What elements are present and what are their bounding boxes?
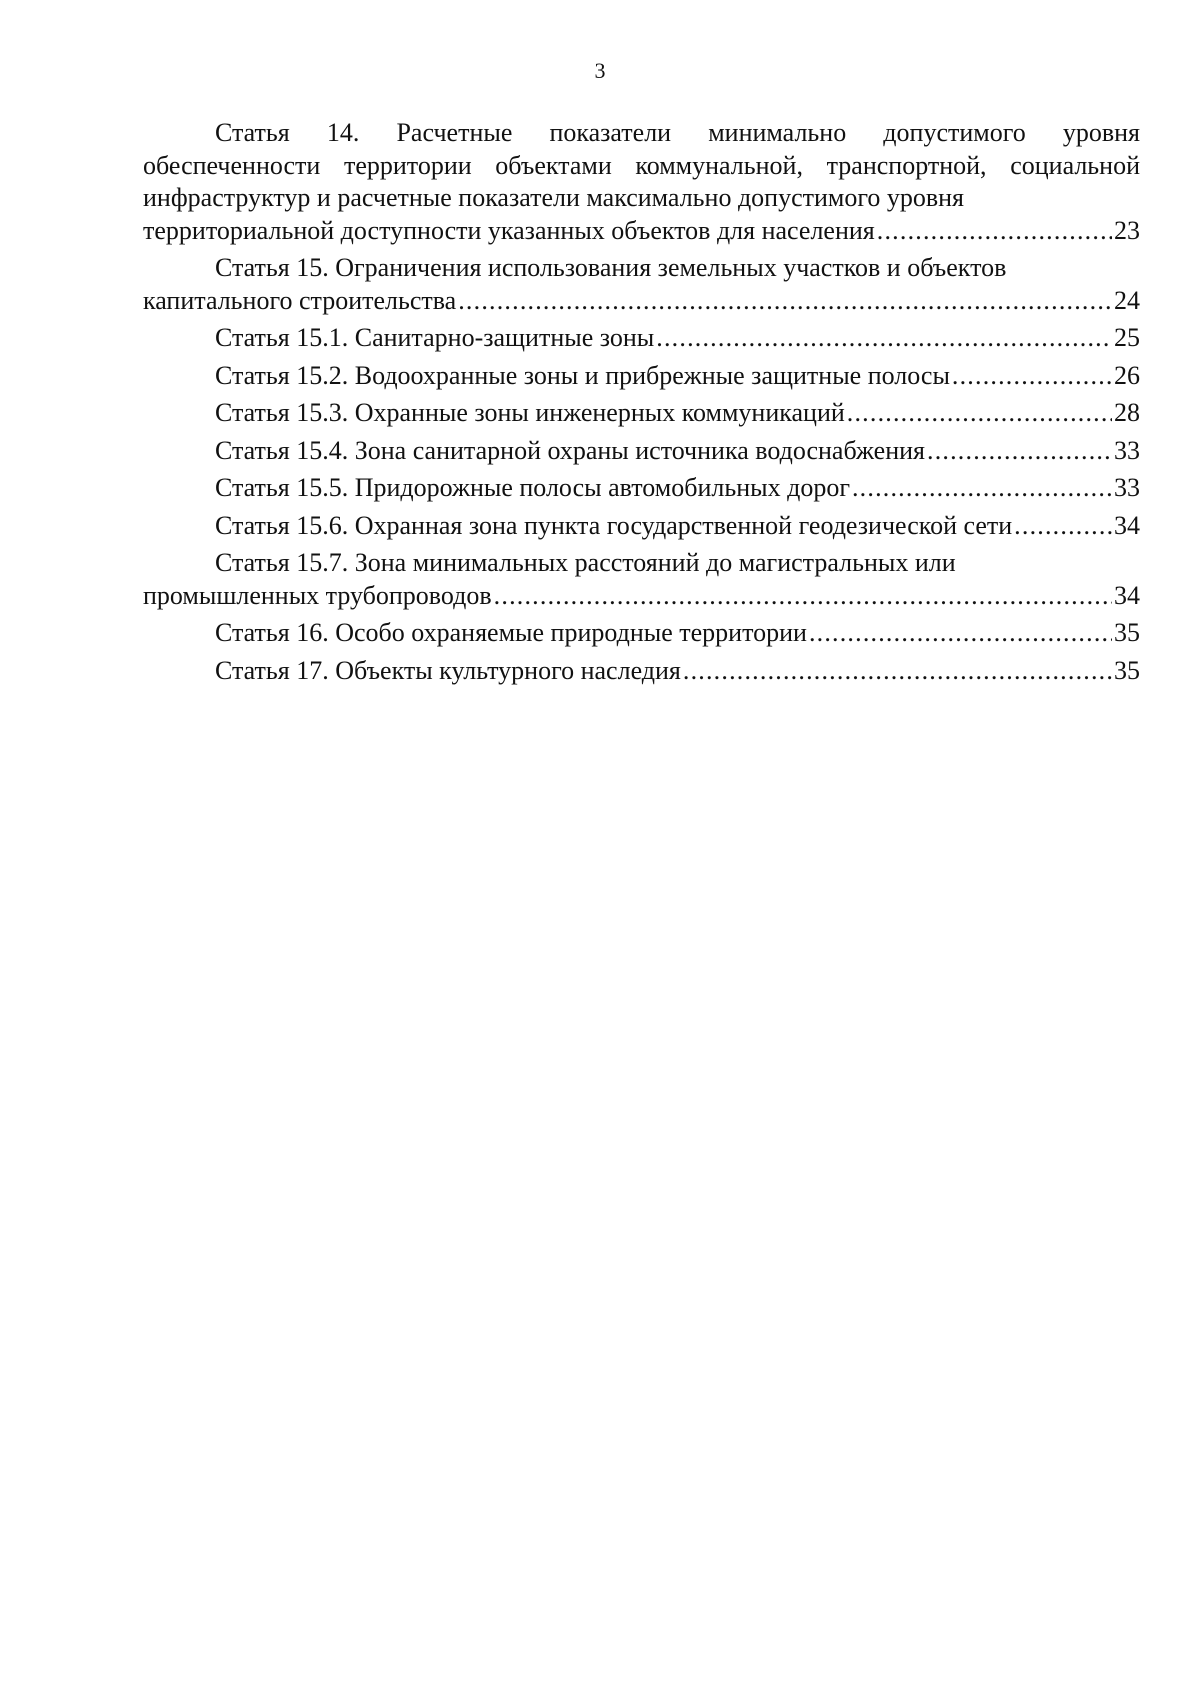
- toc-entry-article-17: [143, 655, 1140, 688]
- toc-entry-text-end: территориальной доступности указанных объектов для населения: [143, 215, 875, 245]
- toc-entry-article-15-2: [143, 360, 1140, 393]
- toc-entry-line: [143, 617, 1140, 650]
- toc-entry-article-15: [143, 252, 1140, 317]
- toc-entry-text-end: промышленных трубопроводов: [143, 580, 492, 610]
- dot-leader: [1014, 510, 1112, 543]
- toc-entry-text: Статья 15.4. Зона санитарной охраны источника водоснабжения: [215, 435, 925, 465]
- dot-leader: [458, 285, 1112, 318]
- toc-entry-last-line: [143, 580, 1140, 613]
- toc-page-number: 33: [1114, 473, 1140, 502]
- toc-entry-text: Статья 15.6. Охранная зона пункта государственной геодезической сети: [215, 510, 1013, 540]
- dot-leader: [683, 655, 1112, 688]
- toc-entry-text: Статья 16. Особо охраняемые природные территории: [215, 618, 807, 647]
- dot-leader: [927, 435, 1112, 468]
- toc-entry-article-15-7: [143, 547, 1140, 612]
- dot-leader: [809, 617, 1112, 650]
- toc-page-number: 26: [1114, 360, 1140, 390]
- dot-leader: [847, 397, 1112, 430]
- toc-entry-line: [143, 397, 1140, 430]
- page-number: 3: [594, 58, 606, 83]
- dot-leader: [656, 322, 1112, 355]
- toc-entry-line: [143, 322, 1140, 355]
- toc-entry-line: [143, 472, 1140, 505]
- toc-entry-text: Статья 14. Расчетные показатели минимально допустимого уровня обеспеченности территории объектами коммунальной, транспортной, социальной инфраструктур и расчетные показатели максимально допустимого уровня: [143, 118, 1140, 212]
- toc-entry-line: [143, 510, 1140, 543]
- toc-entry-line: [143, 655, 1140, 688]
- toc-entry-article-16: [143, 617, 1140, 650]
- toc-page-number: 34: [1114, 580, 1140, 610]
- toc-entry-last-line: [143, 285, 1140, 318]
- toc-entry-article-15-3: [143, 397, 1140, 430]
- toc-page-number: 35: [1114, 655, 1140, 685]
- toc-entry-text: Статья 17. Объекты культурного наследия: [215, 655, 681, 685]
- toc-entry-text: Статья 15.1. Санитарно-защитные зоны: [215, 323, 655, 352]
- toc-entry-article-15-4: [143, 435, 1140, 468]
- table-of-contents: [143, 117, 1140, 692]
- toc-page-number: 35: [1114, 618, 1140, 647]
- toc-entry-line: [143, 435, 1140, 468]
- toc-page-number: 25: [1114, 323, 1140, 352]
- toc-entry-article-15-5: [143, 472, 1140, 505]
- toc-entry-text-end: капитального строительства: [143, 285, 457, 315]
- toc-entry-line: [143, 360, 1140, 393]
- toc-page-number: 34: [1114, 510, 1140, 540]
- toc-entry-text: Статья 15.2. Водоохранные зоны и прибрежные защитные полосы: [215, 360, 950, 390]
- toc-entry-article-15-6: [143, 510, 1140, 543]
- toc-page-number: 28: [1114, 398, 1140, 427]
- toc-entry-text: Статья 15. Ограничения использования земельных участков и объектов: [215, 253, 1007, 282]
- dot-leader: [877, 215, 1112, 248]
- dot-leader: [852, 472, 1112, 505]
- toc-entry-text: Статья 15.5. Придорожные полосы автомобильных дорог: [215, 473, 850, 502]
- toc-entry-text: Статья 15.3. Охранные зоны инженерных коммуникаций: [215, 398, 845, 427]
- toc-page-number: 23: [1114, 215, 1140, 245]
- dot-leader: [494, 580, 1112, 613]
- toc-page-number: 24: [1114, 285, 1140, 315]
- toc-page-number: 33: [1114, 435, 1140, 465]
- toc-entry-last-line: [143, 215, 1140, 248]
- toc-entry-article-15-1: [143, 322, 1140, 355]
- toc-entry-article-14: [143, 117, 1140, 247]
- dot-leader: [952, 360, 1112, 393]
- toc-entry-text: Статья 15.7. Зона минимальных расстояний до магистральных или: [215, 548, 956, 577]
